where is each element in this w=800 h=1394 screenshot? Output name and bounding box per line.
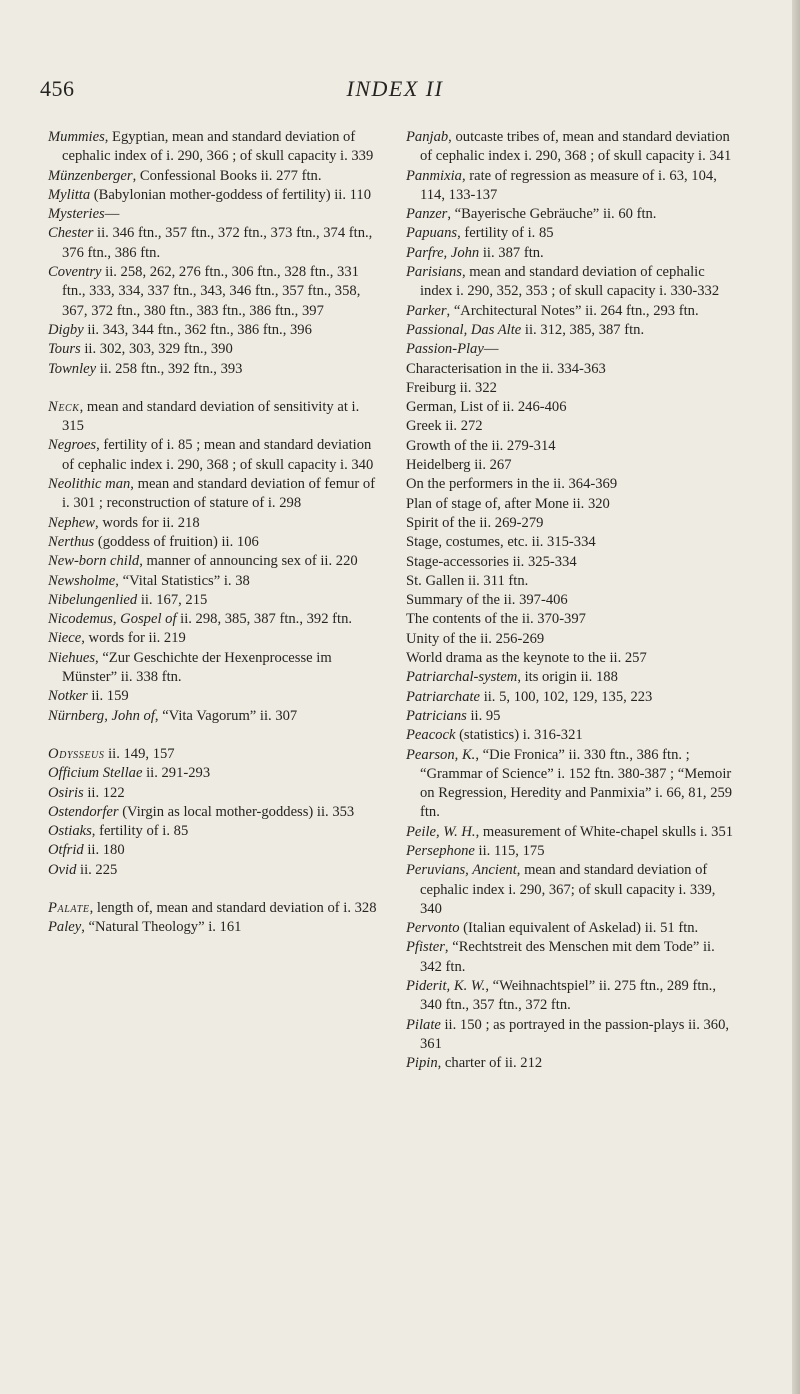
entry-text: Stage, costumes, etc. ii. 315-334	[406, 534, 596, 551]
entry-headword: Peruvians, Ancient	[406, 862, 517, 879]
page-edge	[792, 0, 800, 1394]
entry-headword: Osiris	[48, 784, 84, 801]
index-entry	[406, 610, 738, 629]
entry-headword: Panmixia	[406, 167, 462, 184]
index-column-right	[406, 128, 738, 1368]
entry-text: , words for ii. 218	[95, 514, 200, 531]
entry-text: Plan of stage of, after Mone ii. 320	[406, 495, 610, 512]
entry-text: (Virgin as local mother-goddess) ii. 353	[118, 803, 355, 820]
entry-text: , measurement of White-chapel skulls i. 351	[475, 823, 734, 840]
entry-text: Summary of the ii. 397-406	[406, 592, 568, 609]
index-entry	[406, 514, 738, 533]
index-entry	[406, 417, 738, 436]
index-entry	[48, 918, 380, 937]
index-entry	[406, 649, 738, 668]
entry-text: Spirit of the ii. 269-279	[406, 514, 544, 531]
index-entry	[48, 360, 380, 379]
entry-text: ii. 346 ftn., 357 ftn., 372 ftn., 373 ftn., 374 ftn., 376 ftn., 386 ftn.	[62, 225, 373, 261]
entry-headword: Officium Stellae	[48, 765, 143, 782]
entry-headword: Mylitta	[48, 186, 91, 203]
index-entry	[48, 629, 380, 648]
entry-text: ii. 95	[466, 707, 501, 724]
entry-text: ii. 387 ftn.	[479, 244, 544, 261]
index-entry	[48, 649, 380, 688]
entry-headword: Chester	[48, 225, 94, 242]
entry-text: World drama as the keynote to the ii. 257	[406, 650, 647, 667]
index-entry	[406, 263, 738, 302]
running-head: INDEX II	[346, 76, 444, 101]
entry-headword: Neck	[48, 398, 80, 415]
entry-text: , its origin ii. 188	[517, 669, 618, 686]
entry-headword: Pearson, K.	[406, 746, 476, 763]
index-entry	[48, 514, 380, 533]
entry-text: (Italian equivalent of Askelad) ii. 51 ftn.	[459, 920, 699, 937]
entry-text: ii. 291-293	[142, 765, 211, 782]
entry-text: , “Natural Theology” i. 161	[81, 919, 242, 936]
index-entry	[48, 552, 380, 571]
entry-headword: Palate	[48, 899, 90, 916]
entry-headword: Patricians	[406, 707, 467, 724]
index-entry	[48, 861, 380, 880]
entry-headword: Papuans	[406, 225, 458, 242]
index-entry	[406, 456, 738, 475]
entry-headword: Ostendorfer	[48, 803, 119, 820]
entry-headword: Persephone	[406, 842, 475, 859]
index-entry	[406, 495, 738, 514]
entry-headword: Otfrid	[48, 842, 84, 859]
entry-headword: Niehues	[48, 649, 96, 666]
entry-headword: Parfre, John	[406, 244, 480, 261]
index-entry	[406, 244, 738, 263]
entry-text: , “Vita Vagorum” ii. 307	[154, 707, 298, 724]
index-entry	[406, 1054, 738, 1073]
entry-text: ii. 150 ; as portrayed in the passion-plays ii. 360, 361	[420, 1016, 730, 1052]
entry-text: Greek ii. 272	[406, 418, 483, 435]
entry-headword: Panjab	[406, 129, 449, 145]
entry-headword: Tours	[48, 341, 81, 358]
entry-headword: Pilate	[406, 1016, 441, 1033]
index-entry	[406, 977, 738, 1016]
index-entry	[406, 861, 738, 919]
index-entry	[48, 610, 380, 629]
index-entry	[406, 302, 738, 321]
index-entry	[48, 764, 380, 783]
entry-text: , fertility of i. 85	[457, 225, 554, 242]
index-entry	[48, 841, 380, 860]
entry-text: , words for ii. 219	[81, 630, 186, 647]
entry-text: , mean and standard deviation of cephalic index i. 290, 352, 353 ; of skull capacity i. 330-332	[420, 264, 720, 300]
entry-text: ii. 258, 262, 276 ftn., 306 ftn., 328 ftn., 331 ftn., 333, 334, 337 ftn., 343, 346 ftn., 357 ftn., 358, 367, 372 ftn., 380 ftn., 383 ftn., 386 ftn., 397	[62, 264, 361, 319]
entry-text: Heidelberg ii. 267	[406, 457, 512, 474]
index-entry	[406, 591, 738, 610]
entry-headword: Nibelungenlied	[48, 591, 138, 608]
index-entry	[406, 379, 738, 398]
index-entry	[48, 784, 380, 803]
index-entry	[406, 1016, 738, 1055]
entry-text: , mean and standard deviation of cephalic index i. 290, 367; of skull capacity i. 339, 340	[420, 862, 716, 917]
entry-text: ii. 167, 215	[137, 591, 208, 608]
entry-text: ii. 225	[76, 861, 118, 878]
entry-headword: Nicodemus, Gospel of	[48, 611, 177, 628]
group-gap	[48, 880, 380, 899]
entry-headword: Neolithic man	[48, 476, 131, 493]
entry-headword: Nephew	[48, 514, 96, 531]
index-entry	[48, 533, 380, 552]
index-entry	[406, 398, 738, 417]
entry-text: (statistics) i. 316-321	[455, 727, 583, 744]
entry-headword: Pfister	[406, 939, 445, 956]
entry-text: ii. 302, 303, 329 ftn., 390	[80, 341, 233, 358]
index-entry	[406, 340, 738, 359]
index-entry	[406, 630, 738, 649]
entry-headword: Ostiaks	[48, 823, 92, 840]
entry-headword: Nerthus	[48, 533, 95, 550]
entry-text: , fertility of i. 85	[91, 823, 189, 840]
index-entry	[406, 668, 738, 687]
entry-text: ii. 180	[83, 842, 125, 859]
entry-headword: New-born child	[48, 553, 140, 570]
index-entry	[48, 205, 380, 224]
entry-text: , Egyptian, mean and standard deviation of cephalic index of i. 290, 366 ; of skull capacity i. 339	[62, 129, 374, 165]
entry-text: The contents of the ii. 370-397	[406, 611, 586, 628]
entry-text: On the performers in the ii. 364-369	[406, 476, 618, 493]
index-entry	[406, 553, 738, 572]
entry-headword: Pervonto	[406, 920, 460, 937]
index-entry	[406, 919, 738, 938]
entry-text: ii. 115, 175	[474, 842, 545, 859]
page-header	[40, 70, 750, 110]
index-entry	[48, 822, 380, 841]
index-entry	[48, 263, 380, 321]
index-entry	[406, 726, 738, 745]
index-entry	[48, 591, 380, 610]
entry-headword: Newsholme	[48, 572, 116, 589]
entry-text: ii. 5, 100, 102, 129, 135, 223	[480, 688, 653, 705]
index-entry	[406, 938, 738, 977]
entry-headword: Odysseus	[48, 745, 105, 762]
entry-text: , mean and standard deviation of femur of i. 301 ; reconstruction of stature of i. 298	[62, 476, 376, 512]
entry-text: Unity of the ii. 256-269	[406, 630, 545, 647]
entry-text: Growth of the ii. 279-314	[406, 437, 556, 454]
index-entry	[48, 128, 380, 167]
index-entry	[406, 533, 738, 552]
entry-text: German, List of ii. 246-406	[406, 399, 567, 416]
index-entry	[48, 436, 380, 475]
index-entry	[406, 746, 738, 823]
index-entry	[406, 688, 738, 707]
entry-headword: Panzer	[406, 206, 448, 223]
index-entry	[406, 707, 738, 726]
entry-headword: Negroes	[48, 437, 97, 454]
index-entry	[48, 398, 380, 437]
index-entry	[48, 687, 380, 706]
index-entry	[48, 475, 380, 514]
entry-text: , “Zur Geschichte der Hexenprocesse im Münster” ii. 338 ftn.	[62, 649, 332, 686]
entry-headword: Niece	[48, 630, 82, 647]
entry-text: ii. 122	[83, 784, 125, 801]
entry-headword: Peacock	[406, 727, 456, 744]
index-entry	[48, 167, 380, 186]
entry-headword: Münzenberger	[48, 167, 133, 184]
index-entry	[48, 899, 380, 918]
entry-text: , charter of ii. 212	[437, 1055, 543, 1072]
entry-text: , fertility of i. 85 ; mean and standard deviation of cephalic index i. 290, 368 ; of skull capacity i. 340	[62, 437, 374, 473]
entry-text: , manner of announcing sex of ii. 220	[139, 553, 358, 570]
entry-text: ii. 258 ftn., 392 ftn., 393	[96, 360, 243, 377]
index-entry	[406, 437, 738, 456]
index-entry	[48, 572, 380, 591]
entry-text: , “Weihnachtspiel” ii. 275 ftn., 289 ftn., 340 ftn., 357 ftn., 372 ftn.	[420, 978, 716, 1014]
group-gap	[48, 726, 380, 745]
entry-text: , mean and standard deviation of sensitivity at i. 315	[62, 398, 360, 435]
entry-headword: Notker	[48, 688, 88, 705]
entry-text: , “Die Fronica” ii. 330 ftn., 386 ftn. ; “Grammar of Science” i. 152 ftn. 380-387 ; “Memoir on Regression, Heredity and Panmixia” i. 66, 81, 259 ftn.	[420, 746, 733, 821]
entry-headword: Paley	[48, 919, 82, 936]
entry-headword: Mummies	[48, 129, 105, 145]
entry-text: (Babylonian mother-goddess of fertility) ii. 110	[90, 186, 372, 203]
index-entry	[406, 321, 738, 340]
entry-headword: Parisians	[406, 264, 462, 281]
index-column-left	[48, 128, 380, 1368]
entry-text: , “Vital Statistics” i. 38	[115, 572, 250, 589]
entry-text: Freiburg ii. 322	[406, 379, 497, 396]
index-entry	[406, 572, 738, 591]
entry-headword: Pipin	[406, 1055, 438, 1072]
entry-headword: Digby	[48, 321, 84, 338]
entry-text: , “Bayerische Gebräuche” ii. 60 ftn.	[447, 206, 657, 223]
entry-text: ii. 312, 385, 387 ftn.	[521, 321, 645, 338]
entry-headword: Nürnberg, John of	[48, 707, 155, 724]
entry-text: Stage-accessories ii. 325-334	[406, 553, 577, 570]
entry-text: , “Rechtstreit des Menschen mit dem Tode” ii. 342 ftn.	[420, 939, 715, 975]
entry-text: —	[104, 206, 120, 223]
entry-text: , “Architectural Notes” ii. 264 ftn., 293 ftn.	[446, 302, 699, 319]
group-gap	[48, 379, 380, 398]
entry-text: , Confessional Books ii. 277 ftn.	[132, 167, 322, 184]
entry-text: ii. 298, 385, 387 ftn., 392 ftn.	[176, 611, 353, 628]
entry-text: —	[483, 341, 499, 358]
entry-headword: Coventry	[48, 264, 102, 281]
entry-headword: Patriarchal-system	[406, 669, 518, 686]
index-entry	[48, 803, 380, 822]
entry-headword: Passion-Play	[406, 341, 484, 358]
entry-headword: Piderit, K. W.	[406, 978, 486, 995]
entry-headword: Patriarchate	[406, 688, 481, 705]
index-entry	[406, 842, 738, 861]
index-entry	[406, 823, 738, 842]
entry-text: ii. 343, 344 ftn., 362 ftn., 386 ftn., 396	[83, 321, 312, 338]
index-columns	[48, 128, 738, 1368]
entry-text: ii. 149, 157	[104, 745, 175, 762]
index-entry	[406, 128, 738, 167]
index-entry	[48, 340, 380, 359]
index-entry	[406, 205, 738, 224]
entry-text: Characterisation in the ii. 334-363	[406, 360, 606, 377]
index-entry	[406, 167, 738, 206]
entry-headword: Ovid	[48, 861, 77, 878]
entry-text: St. Gallen ii. 311 ftn.	[406, 572, 529, 589]
entry-text: (goddess of fruition) ii. 106	[94, 533, 259, 550]
index-entry	[48, 707, 380, 726]
index-entry	[406, 475, 738, 494]
index-entry	[48, 186, 380, 205]
index-entry	[48, 745, 380, 764]
entry-headword: Mysteries	[48, 206, 105, 223]
entry-headword: Peile, W. H.	[406, 823, 476, 840]
entry-text: , length of, mean and standard deviation of i. 328	[89, 899, 377, 916]
index-entry	[48, 224, 380, 263]
entry-text: , outcaste tribes of, mean and standard deviation of cephalic index i. 290, 368 ; of skull capacity i. 341	[420, 129, 732, 165]
page-number: 456	[40, 76, 75, 101]
index-entry	[48, 321, 380, 340]
entry-text: ii. 159	[87, 688, 129, 705]
entry-headword: Parker	[406, 302, 447, 319]
entry-text: , rate of regression as measure of i. 63, 104, 114, 133-137	[420, 167, 717, 203]
index-entry	[406, 224, 738, 243]
index-entry	[406, 360, 738, 379]
entry-headword: Passional, Das Alte	[406, 321, 522, 338]
entry-headword: Townley	[48, 360, 97, 377]
